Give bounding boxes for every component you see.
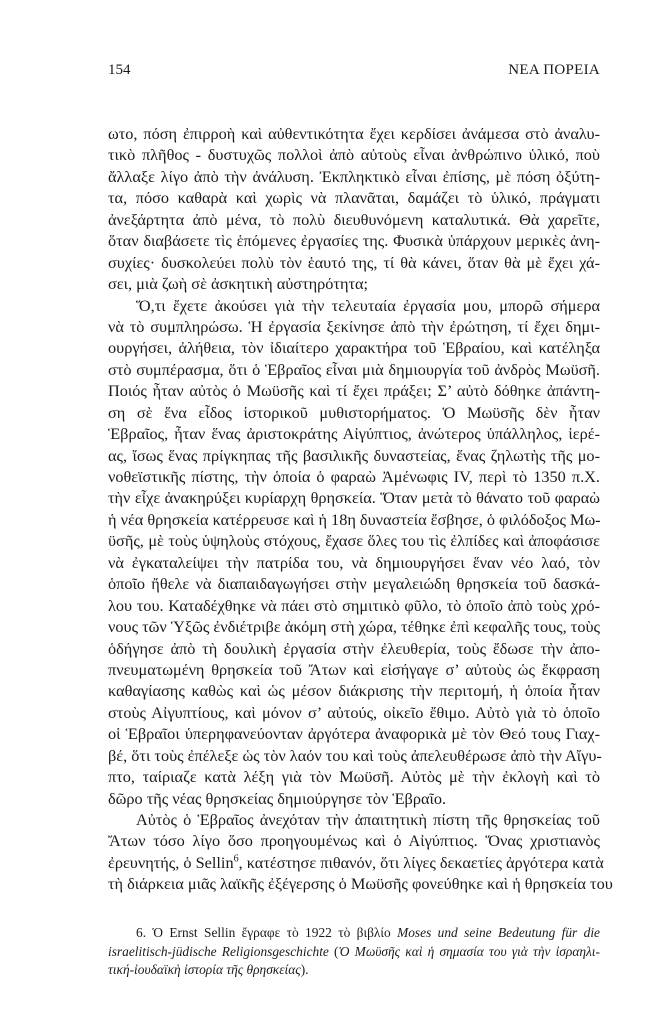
line-text: ωτο, πόση ἐπιρροὴ καὶ αὐθεντικότητα ἔχει κερδίσει ἀνάμεσα στὸ ἀναλυ- (108, 124, 600, 143)
text-line (108, 530, 600, 551)
text-line (108, 359, 600, 380)
text-line (108, 745, 600, 766)
line-text: βέ, ὅτι τοὺς ἐπέλεξε ὡς τὸν λαόν του καὶ τοὺς ἀπελευθέρωσε ἀπὸ τὴν Αἴγυ- (108, 745, 602, 765)
line-text: ϋσῆς, μὲ τοὺς ὑψηλοὺς στόχους, ἔχασε ὅλες του τὶς ἐλπίδες καὶ ἀποφάσισε (108, 531, 600, 551)
text-line (108, 766, 600, 787)
text-line (108, 123, 600, 144)
line-text: στοὺς Αἰγυπτίους, καὶ μόνον σ’ αὐτούς, οἰκεῖο ἔθιμο. Αὐτὸ γιὰ τὸ ὁποῖο (108, 702, 600, 722)
line-text: νοθεϊστικῆς πίστης, τὴν ὁποία ὁ φαραὼ Ἀμένωφις IV, περὶ τὸ 1350 π.Χ. (108, 467, 600, 486)
text-line (108, 723, 600, 744)
line-text: Ὅ,τι ἔχετε ἀκούσει γιὰ τὴν τελευταία ἐργασία μου, μπορῶ σήμερα (136, 295, 600, 315)
line-text: Αὐτὸς ὁ Ἑβραῖος ἀνεχόταν τὴν ἀπαιτητικὴ πίστη τῆς θρησκείας τοῦ (136, 810, 600, 829)
text-line (108, 166, 600, 187)
line-text: ση σὲ ἕνα εἶδος ἱστορικοῦ μυθιστορήματος. Ὁ Μωϋσῆς δὲν ἦταν (108, 402, 600, 422)
line-text: οἱ Ἑβραῖοι ὑπερηφανεύονταν ἀργότερα ἀναφορικὰ μὲ τὸν Θεό τους Γιαχ- (108, 724, 600, 744)
text-line (108, 487, 600, 508)
text-line (108, 809, 600, 830)
text-line (108, 788, 600, 809)
text-line (108, 230, 600, 251)
text-line (108, 852, 604, 873)
text-line (108, 295, 600, 316)
line-text: τα, πόσο καθαρὰ καὶ χωρὶς νὰ πλανᾶται, δαμάζει τὸ ὑλικό, πράγματι (108, 188, 600, 208)
text-line (108, 659, 600, 680)
text-line (108, 552, 600, 573)
text-line (108, 337, 600, 358)
line-text: Ἄτων τόσο λίγο ὅσο προηγουμένως καὶ ὁ Αἰγύπτιος. Ὅνας χριστιανὸς (108, 831, 600, 851)
line-text: Ἑβραῖος, ἦταν ἕνας ἀριστοκράτης Αἰγύπτιος, ἀνώτερος ὑπάλληλος, ἱερέ- (108, 424, 600, 444)
text-line (108, 595, 600, 616)
text-line (108, 209, 600, 230)
line-text: τὴ διάρκεια μιᾶς λαϊκῆς ἐξέγερσης ὁ Μωϋσῆς φονεύθηκε καὶ ἡ θρησκεία του (108, 874, 613, 894)
footnote (108, 924, 600, 980)
text-line (108, 873, 613, 894)
text-line (108, 616, 600, 637)
text-line (108, 680, 600, 701)
line-text: δῶρο τῆς νέας θρησκείας δημιούργησε τὸν Ἑβραῖο. (108, 788, 447, 808)
line-text: πνευματωμένη θρησκεία τοῦ Ἄτων καὶ εἰσήγαγε σ’ αὐτοὺς ὡς ἔκφραση (108, 659, 600, 679)
line-text: Ποιός ἦταν αὐτὸς ὁ Μωϋσῆς καὶ τί ἔχει πράξει; Σ’ αὐτὸ δόθηκε ἀπάντη- (108, 381, 600, 401)
text-line (108, 509, 600, 530)
footnote-book-title: israelitisch-jüdische Religionsgeschichte (108, 943, 329, 959)
line-text: σει, μιὰ ζωὴ σὲ ἀσκητικὴ αὐστηρότητα; (108, 274, 369, 294)
line-text: νους τῶν Ὑξῶς ἐνδιέτριβε ἀκόμη στὴ χώρα, τέθηκε ἐπὶ κεφαλῆς τους, τοὺς (108, 617, 600, 637)
body-text (108, 123, 613, 895)
footnote-translation: τική-ἰουδαϊκὴ ἱστορία τῆς θρησκείας (108, 962, 301, 977)
text-line (108, 573, 600, 594)
text-line (108, 316, 600, 337)
line-text: καθαγίασης καθὼς καὶ ὡς μέσον διάκρισης τὴν περιτομή, ἡ ὁποία ἦταν (108, 681, 600, 701)
line-text: ἡ νέα θρησκεία κατέρρευσε καὶ ἡ 18η δυναστεία ἔσβησε, ὁ φιλόδοξος Μω- (108, 509, 601, 529)
line-text: στὸ συμπέρασμα, ὅτι ὁ Ἑβραῖος εἶναι μιὰ δημιουργία τοῦ ἀνδρὸς Μωϋσῆ. (108, 359, 600, 379)
footnote-translation: Ὁ Μωϋσῆς καὶ ἡ σημασία του γιὰ τὴν ἰσραηλι- (338, 943, 600, 959)
text-line (108, 252, 600, 273)
text-line (108, 423, 600, 444)
footnote-text: ). (300, 962, 309, 977)
line-text: πτο, ταίριαζε κατὰ λέξη γιὰ τὸν Μωϋσῆ. Αὐτὸς μὲ τὴν ἐκλογὴ καὶ τὸ (108, 767, 600, 787)
footnote-reference: 6 (233, 853, 239, 865)
line-text: λου του. Καταδέχθηκε νὰ πάει στὸ σημιτικὸ φῦλο, τὸ ὁποῖο ἀπὸ τοὺς χρό- (108, 595, 600, 615)
line-text: τὴν εἶχε ἀνακηρύξει κυρίαρχη θρησκεία. Ὅταν μετὰ τὸ θάνατο τοῦ φαραὼ (108, 488, 600, 508)
page-number: 154 (108, 62, 131, 78)
text-line (108, 702, 600, 723)
line-text: συχίες· δυσκολεύει πολὺ τὸν ἑαυτό της, τί θὰ κάνει, ὅταν θὰ μὲ ἔχει χά- (108, 252, 600, 272)
line-text: ὅταν διαβάσετε τὶς ἑπόμενες ἐργασίες της. Φυσικὰ ὑπάρχουν μερικὲς ἀνη- (108, 231, 600, 251)
running-head: ΝΕΑ ΠΟΡΕΙΑ (508, 62, 600, 78)
text-line (108, 445, 600, 466)
line-text: ἐρευνητής, ὁ Sellin (108, 852, 234, 872)
text-line (108, 144, 600, 165)
line-text: ὁποῖο ἤθελε νὰ διαπαιδαγωγήσει στὴν μεγαλειώδη θρησκεία τοῦ δασκά- (108, 574, 600, 594)
text-line (108, 830, 600, 851)
line-text: τικὸ πλῆθος - δυστυχῶς πολλοὶ ἀπὸ αὐτοὺς εἶναι ἀνθρώπινο ὑλικό, ποὺ (108, 145, 600, 165)
line-text: νὰ ἐγκαταλείψει τὴν πατρίδα του, νὰ δημιουργήσει ἕναν νέο λαό, τὸν (108, 552, 600, 572)
text-line (108, 638, 600, 659)
footnote-text: ( (328, 943, 339, 959)
text-line (108, 402, 600, 423)
line-text: νὰ τὸ συμπληρώσω. Ἡ ἐργασία ξεκίνησε ἀπὸ τὴν ἐρώτηση, τί ἔχει δημι- (108, 316, 600, 336)
footnote-line (108, 961, 600, 980)
line-text: ουργήσει, ἀλήθεια, τὸν ἰδιαίτερο χαρακτήρα τοῦ Ἑβραίου, καὶ κατέληξα (108, 338, 600, 358)
text-line (108, 273, 600, 294)
footnote-text: 6. Ὁ Ernst Sellin ἔγραφε τὸ 1922 τὸ βιβλίο (136, 925, 398, 940)
footnote-line (108, 924, 600, 943)
line-text: ὁδήγησε ἀπὸ τὴ δουλικὴ ἐργασία στὴν ἐλευθερία, τοὺς ἔδωσε τὴν ἀπο- (108, 638, 600, 658)
text-line (108, 380, 600, 401)
footnote-book-title: Moses und seine Bedeutung für die (397, 925, 600, 940)
line-text: ας, ἴσως ἕνας πρίγκηπας τῆς βασιλικῆς δυναστείας, ἕνας ζηλωτὴς τῆς μο- (108, 445, 600, 465)
text-line (108, 187, 600, 208)
text-line (108, 466, 600, 487)
line-text: , κατέστησε πιθανόν, ὅτι λίγες δεκαετίες ἀργότερα κατὰ (238, 852, 604, 872)
footnote-line (108, 943, 600, 962)
line-text: ἀνεξάρτητα ἀπὸ μένα, τὸ πολὺ διευθυνόμενη καταλυτικά. Θὰ χαρεῖτε, (108, 209, 600, 229)
line-text: ἄλλαξε λίγο ἀπὸ τὴν ἀνάλυση. Ἐκπληκτικὸ εἶναι ἐπίσης, μὲ πόση ὀξύτη- (108, 166, 600, 186)
